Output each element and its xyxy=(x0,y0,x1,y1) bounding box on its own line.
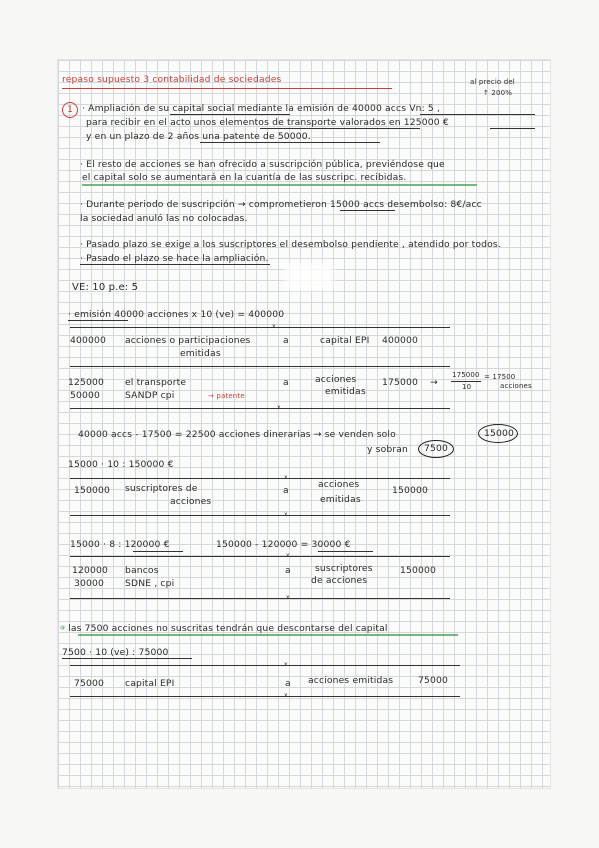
x-mark: x xyxy=(284,661,288,668)
patente-note: → patente xyxy=(208,392,245,400)
paper-glare xyxy=(285,262,333,290)
entry5-credit-account: acciones emitidas xyxy=(308,675,394,686)
calc-line: 7500 · 10 (ve) : 75000 xyxy=(62,647,169,658)
entry3-credit-account: acciones xyxy=(318,479,360,490)
journal-rule xyxy=(70,515,450,516)
entry2-debit-account: el transporte xyxy=(125,377,187,388)
fraction-result-label: acciones xyxy=(500,382,532,390)
entry3-to: a xyxy=(283,485,289,496)
green-highlight xyxy=(60,625,65,630)
x-mark: x xyxy=(272,323,276,330)
entry2-credit-account: acciones xyxy=(315,374,357,385)
underline xyxy=(80,264,270,265)
entry5-debit-account: capital EPI xyxy=(125,678,175,689)
entry1-credit-account: capital EPI xyxy=(320,335,370,346)
entry4-to: a xyxy=(285,565,291,576)
underline xyxy=(318,551,373,552)
underline xyxy=(260,128,420,129)
entry1-to: a xyxy=(283,335,289,346)
text-line: y en un plazo de 2 años una patente de 50000. xyxy=(86,131,311,142)
section-number-badge: 1 xyxy=(62,102,78,118)
entry1-credit-amount: 400000 xyxy=(382,335,418,346)
entry3-debit-account: suscriptores de xyxy=(125,483,198,494)
underline xyxy=(62,658,192,659)
x-mark: x xyxy=(277,404,281,411)
entry4-debit-account: SDNE , cpi xyxy=(125,578,175,589)
text-line: · Pasado el plazo se hace la ampliación. xyxy=(80,253,269,264)
header-note-2: ↑ 200% xyxy=(483,89,513,97)
params-line: VE: 10 p.e: 5 xyxy=(72,282,139,293)
underline xyxy=(133,551,183,552)
entry4-debit-amount: 120000 xyxy=(72,565,108,576)
fraction-numerator: 175000 xyxy=(452,371,480,379)
journal-rule xyxy=(70,478,450,479)
header-note-1: al precio del xyxy=(470,78,515,86)
underline xyxy=(420,114,535,115)
entry3-credit-account-2: emitidas xyxy=(320,494,361,505)
calc-line: 15000 · 10 : 150000 € xyxy=(68,459,174,470)
calc-line: 40000 accs - 17500 = 22500 acciones dinerarias → se venden solo xyxy=(78,429,396,440)
circled-value: 7500 xyxy=(424,443,448,454)
journal-rule xyxy=(70,556,450,557)
text-line: · Ampliación de su capital social mediante la emisión de 40000 accs Vn: 5 , xyxy=(82,103,441,114)
journal-rule xyxy=(70,366,450,367)
text-line: el capital solo se aumentará en la cuantía de las suscripc. recibidas. xyxy=(82,172,407,183)
entry4-debit-account: bancos xyxy=(125,565,159,576)
underline xyxy=(170,114,290,115)
text-line: · Durante periodo de suscripción → comprometieron 15000 accs desembolso: 8€/acc xyxy=(80,199,482,210)
entry2-debit-account: SANDP cpi xyxy=(125,390,175,401)
underline xyxy=(68,320,128,321)
x-mark: x xyxy=(284,511,288,518)
entry4-credit-account: suscriptores xyxy=(315,563,373,574)
underline xyxy=(340,210,395,211)
journal-rule xyxy=(70,665,460,666)
entry3-credit-amount: 150000 xyxy=(392,485,428,496)
entry4-credit-amount: 150000 xyxy=(400,565,436,576)
text-line: para recibir en el acto unos elementos de transporte valorados en 125000 € xyxy=(86,117,449,128)
fraction-bar xyxy=(451,381,481,382)
text-line: la sociedad anuló las no colocadas. xyxy=(80,213,248,224)
text-line: · Pasado plazo se exige a los suscriptores el desembolso pendiente , atendido por todos. xyxy=(80,239,501,250)
x-mark: x xyxy=(286,594,290,601)
entry2-debit-amount: 50000 xyxy=(70,390,100,401)
title-underline xyxy=(62,88,392,89)
entry5-debit-amount: 75000 xyxy=(74,678,104,689)
note-line: · las 7500 acciones no suscritas tendrán que descontarse del capital xyxy=(62,623,388,634)
x-mark: x xyxy=(284,474,288,481)
fraction-result: = 17500 xyxy=(484,373,516,381)
entry3-debit-account-2: acciones xyxy=(170,496,212,507)
journal-rule xyxy=(70,696,460,697)
entry5-credit-amount: 75000 xyxy=(418,675,448,686)
green-underline xyxy=(82,184,477,186)
emision-line: · emisión 40000 acciones x 10 (ve) = 400000 xyxy=(68,309,285,320)
entry2-debit-amount: 125000 xyxy=(68,377,104,388)
text-line: · El resto de acciones se han ofrecido a suscripción pública, previéndose que xyxy=(80,159,445,170)
entry2-credit-amount: 175000 xyxy=(382,377,418,388)
green-underline xyxy=(78,634,458,636)
calc-arrow: → xyxy=(430,377,438,388)
page-title: repaso supuesto 3 contabilidad de sociedades xyxy=(62,74,282,85)
entry1-debit-amount: 400000 xyxy=(70,335,106,346)
circled-value: 15000 xyxy=(484,428,514,439)
underline xyxy=(200,142,380,143)
calc-line-2: y sobran xyxy=(367,444,409,455)
x-mark: x xyxy=(284,692,288,699)
calc-line: 15000 · 8 : 120000 € xyxy=(70,539,170,550)
calc-line: 150000 - 120000 = 30000 € xyxy=(216,539,351,550)
journal-rule xyxy=(70,598,450,599)
x-mark: x xyxy=(286,552,290,559)
journal-rule xyxy=(70,327,450,328)
entry2-credit-account-2: emitidas xyxy=(325,386,366,397)
fraction-denominator: 10 xyxy=(462,383,472,391)
underline xyxy=(490,128,535,129)
entry5-to: a xyxy=(285,678,291,689)
entry4-credit-account-2: de acciones xyxy=(311,575,368,586)
entry1-debit-account: acciones o participaciones xyxy=(125,335,251,346)
entry4-debit-amount: 30000 xyxy=(74,578,104,589)
journal-rule xyxy=(70,408,450,409)
entry1-debit-account-2: emitidas xyxy=(180,348,221,359)
entry3-debit-amount: 150000 xyxy=(74,485,110,496)
entry2-to: a xyxy=(283,377,289,388)
